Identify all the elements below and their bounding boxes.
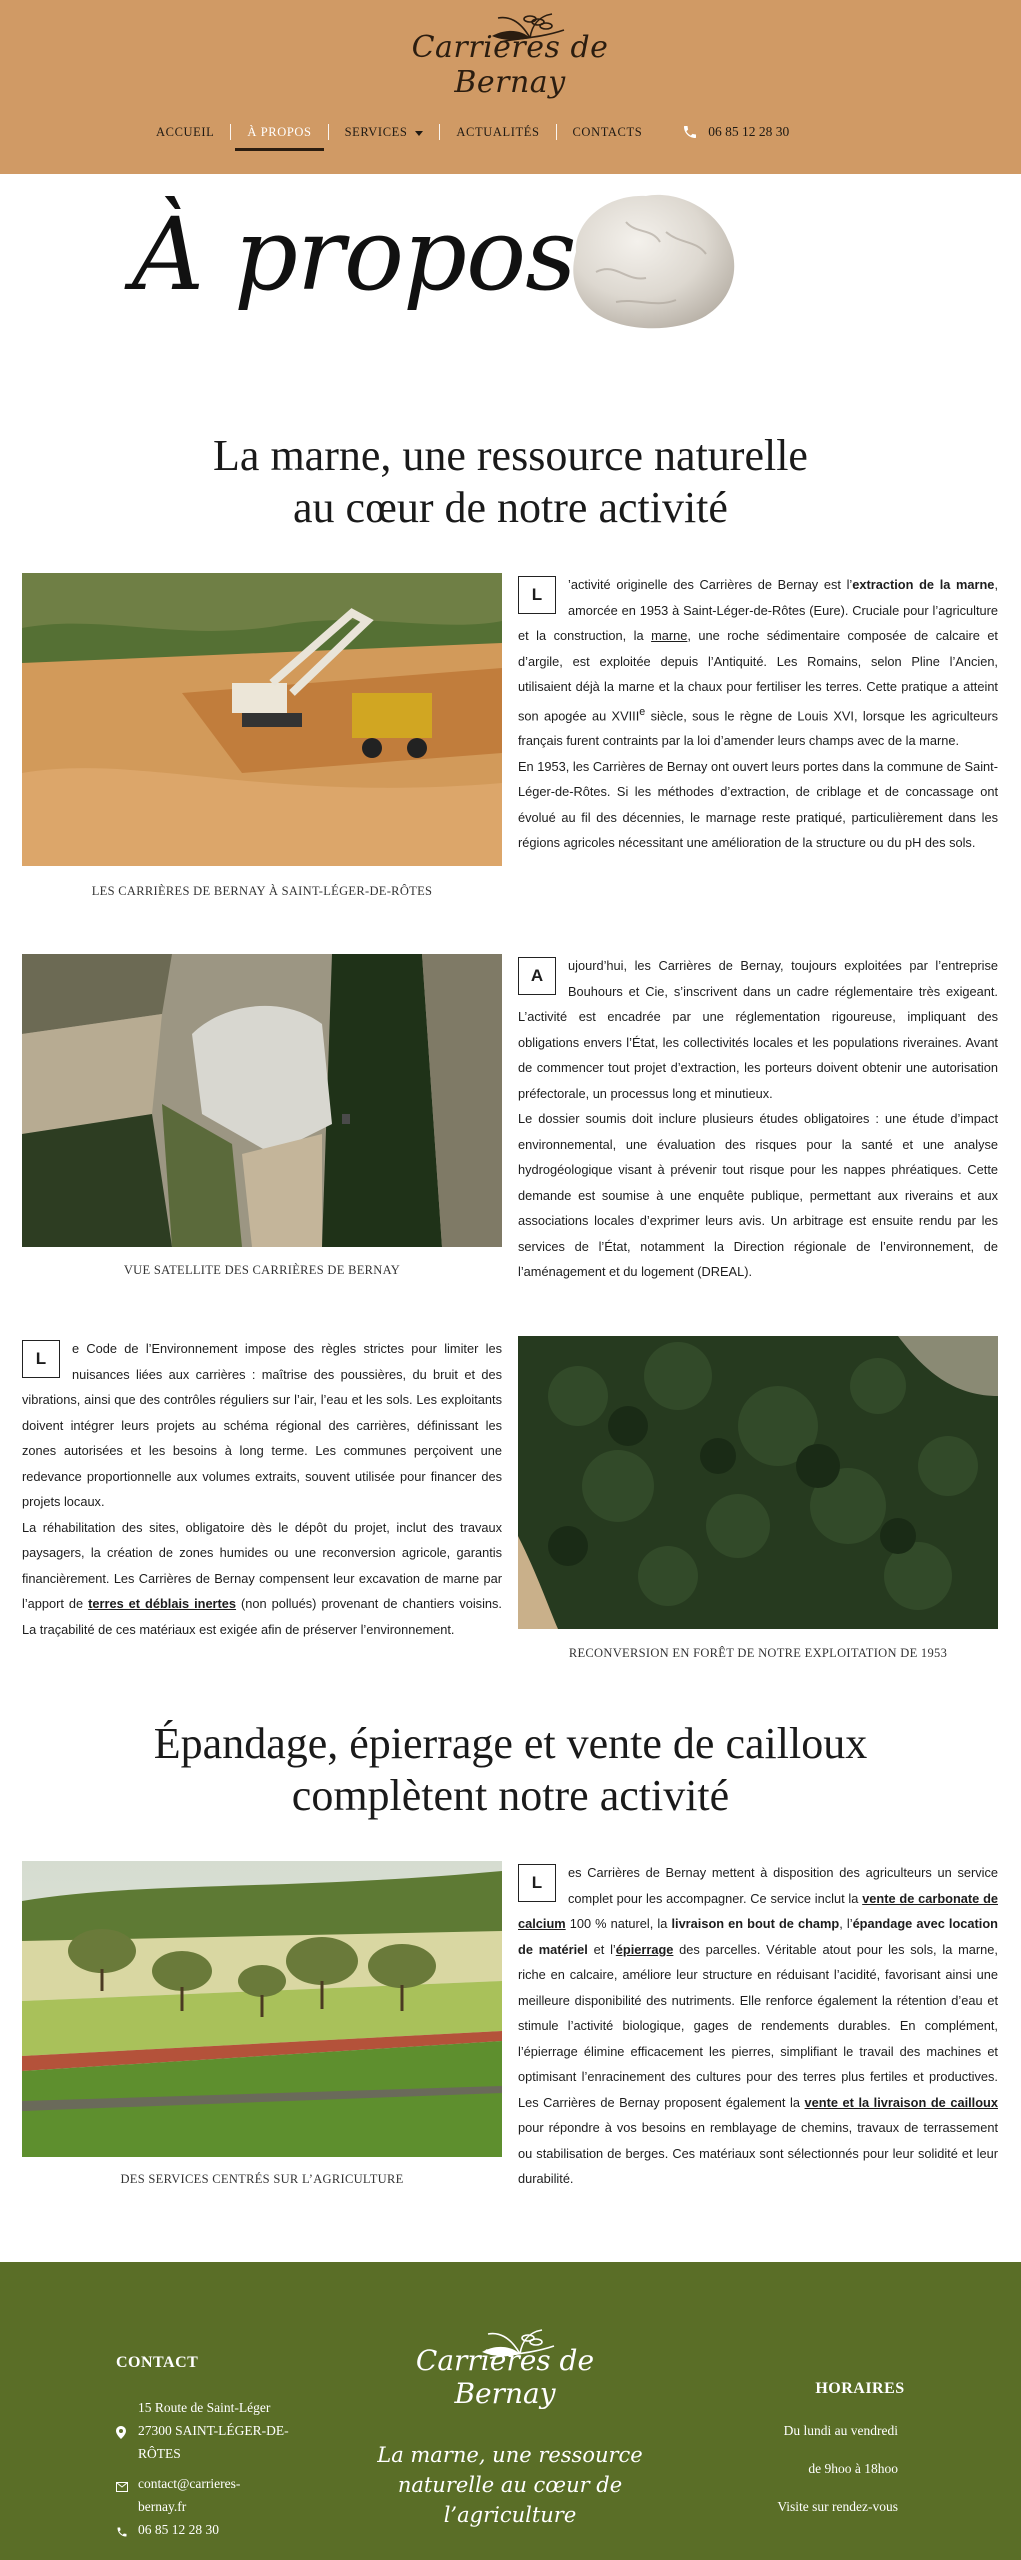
- text-span: La réhabilitation des sites, obligatoire dès le dépôt du projet, inclut des travaux paysagers, la création de zones humides ou une reconversion agricole, garantis financièrement. Les Carrières de Bernay compensent leur excavation de marne par l’apport de: [22, 1519, 502, 1611]
- footer-phone-number: 06 85 12 28 30: [138, 2522, 219, 2537]
- text-bold: livraison en bout de champ: [671, 1916, 840, 1931]
- text-span: 100 % naturel, la: [565, 1916, 672, 1931]
- paragraph: [518, 572, 998, 754]
- text-bold: épandage avec location de matériel: [518, 1916, 998, 1957]
- section-title-line: La marne, une ressource naturelle: [213, 431, 808, 480]
- text-span: (non pollués) provenant de chantiers voisins. La traçabilité de ces matériaux est exigée afin de préserver l’environnement.: [22, 1596, 502, 1637]
- header-phone-number: 06 85 12 28 30: [708, 124, 790, 139]
- limestone-rock-icon: [556, 182, 746, 338]
- nav-services-label: SERVICES: [344, 125, 408, 139]
- vente-cailloux-link[interactable]: vente et la livraison de cailloux: [804, 2094, 998, 2110]
- text-span: ujourd’hui, les Carrières de Bernay, toujours exploitées par l’entreprise Bouhours et Cie, s’inscrivent dans un cadre réglementaire très exigeant. L’activité est encadrée par une réglementation rigoureuse, impliquant des obligations envers l’État, les collectivités locales et les populations riveraines. Avant de commencer tout projet d’extraction, les porteurs doivent obtenir une autorisation préfectorale, un processus long et minutieux.: [518, 958, 998, 1101]
- text-span: des parcelles. Véritable atout pour les sols, la marne, riche en calcaire, améliore leur structure en réduisant l’acidité, favorisant ainsi une meilleure disponibilité des nutriments. Elle renforce également la rétention d’eau et stimule l’activité biologique, gages de rendements durables. En complément, l’épierrage élimine efficacement les pierres, simplifiant le travail des machines et optimisant l’enracinement des cultures pour des terres plus fertiles et productives. Les Carrières de Bernay proposent également la: [518, 1941, 998, 2110]
- tagline-line: naturelle au cœur de: [397, 2473, 623, 2497]
- section-title-marne: [0, 430, 1021, 534]
- nav-a-propos[interactable]: À PROPOS: [231, 117, 327, 147]
- tagline-line: La marne, une ressource: [377, 2443, 643, 2467]
- footer-address: [116, 2419, 289, 2465]
- satellite-photo: [22, 954, 502, 1247]
- phone-icon: [682, 124, 698, 140]
- logo-text: Carrières de Bernay: [411, 30, 609, 100]
- email-line: contact@carrieres-: [138, 2476, 241, 2491]
- paragraph: [518, 953, 998, 1106]
- text-block-environnement: [22, 1336, 502, 1642]
- text-span: siècle, sous le règne de Louis XVI, lorsque les agriculteurs français furent contraints par la loi d’amender leurs champs avec de la marne.: [518, 707, 998, 749]
- address-line: RÔTES: [138, 2446, 181, 2461]
- paragraph: En 1953, les Carrières de Bernay ont ouvert leurs portes dans la commune de Saint-Léger-de-Rôtes. Si les méthodes d’extraction, de criblage et de concassage ont évolué au fil des décennies, le marnage reste pratiqué, particulièrement dans les régions agricoles nécessitant une amélioration de la structure ou du pH des sols.: [518, 758, 998, 851]
- nav-services[interactable]: [329, 117, 440, 147]
- footer-hours-title: HORAIRES: [815, 2380, 905, 2397]
- footer-contact-title: CONTACT: [116, 2354, 199, 2371]
- nav-actualites[interactable]: ACTUALITÉS: [456, 125, 540, 139]
- text-span: et l’: [587, 1941, 616, 1957]
- text-sup: e: [639, 705, 646, 718]
- address-line: 15 Route de Saint-Léger: [138, 2400, 271, 2415]
- footer-email-link[interactable]: [116, 2472, 240, 2518]
- paragraph: Le dossier soumis doit inclure plusieurs études obligatoires : une étude d’impact environnemental, une évaluation des risques pour la santé et une analyse hydrogéologique visant à prévenir tout risque pour les nappes phréatiques. Cette demande est soumise à une enquête publique, permettant aux riverains et aux associations locales d’exprimer leurs avis. Un arbitrage est ensuite rendu par les services de l’État, notamment la Direction régionale de l’environnement, de l’aménagement et du logement (DREAL).: [518, 1111, 998, 1279]
- section-title-line: au cœur de notre activité: [293, 483, 728, 532]
- image-caption: LES CARRIÈRES DE BERNAY À SAINT-LÉGER-DE-RÔTES: [91, 884, 433, 898]
- email-line: bernay.fr: [138, 2499, 187, 2514]
- footer-phone-link[interactable]: [116, 2518, 219, 2545]
- site-header: [0, 0, 1021, 174]
- text-span: es Carrières de Bernay mettent à disposition des agriculteurs un service complet pour les accompagner. Ce service inclut la: [568, 1865, 998, 1906]
- main-nav: [140, 112, 789, 152]
- image-caption: VUE SATELLITE DES CARRIÈRES DE BERNAY: [123, 1263, 401, 1277]
- terres-deblais-link[interactable]: terres et déblais inertes: [88, 1596, 237, 1611]
- forest-aerial-photo: [518, 1336, 998, 1629]
- text-bold: extraction de la marne: [852, 577, 995, 592]
- footer-logo-text: Carrières de Bernay: [415, 2344, 595, 2410]
- text-block-marne: [518, 572, 998, 856]
- address-line: 27300 SAINT-LÉGER-DE-: [138, 2423, 289, 2438]
- text-block-reglementation: [518, 953, 998, 1285]
- marne-link[interactable]: marne: [651, 628, 688, 643]
- nav-contacts[interactable]: CONTACTS: [572, 125, 643, 139]
- carbonate-calcium-link[interactable]: vente de carbonate de calcium: [518, 1890, 999, 1931]
- text-block-services: [518, 1860, 998, 2192]
- spacer: [116, 2396, 138, 2419]
- envelope-icon: [116, 2472, 138, 2518]
- tagline-line: l’agriculture: [443, 2503, 577, 2527]
- hours-line: de 9hoo à 18hoo: [808, 2461, 898, 2476]
- map-pin-icon: [116, 2419, 138, 2465]
- nav-accueil[interactable]: ACCUEIL: [156, 125, 215, 139]
- section-title-line: complètent notre activité: [291, 1771, 730, 1820]
- text-span: , l’: [839, 1916, 853, 1931]
- text-span: , amorcée en 1953 à Saint-Léger-de-Rôtes (Eure). Cruciale pour l’agriculture et la construction, la: [518, 577, 998, 643]
- site-footer: [0, 2262, 1021, 2560]
- paragraph: [22, 1515, 502, 1643]
- hours-line: Du lundi au vendredi: [783, 2423, 898, 2438]
- site-logo[interactable]: [380, 8, 640, 100]
- agriculture-photo: [22, 1861, 502, 2157]
- paragraph: [22, 1336, 502, 1515]
- dropcap: A: [518, 957, 556, 995]
- image-caption: DES SERVICES CENTRÉS SUR L’AGRICULTURE: [120, 2172, 404, 2186]
- dropcap: L: [518, 576, 556, 614]
- dropcap: L: [518, 1864, 556, 1902]
- quarry-photo: [22, 573, 502, 866]
- epierrage-link[interactable]: épierrage: [615, 1941, 674, 1957]
- image-caption: RECONVERSION EN FORÊT DE NOTRE EXPLOITATION DE 1953: [568, 1646, 948, 1660]
- section-title-line: Épandage, épierrage et vente de cailloux: [153, 1719, 868, 1768]
- chevron-down-icon: [415, 131, 423, 136]
- text-span: , une roche sédimentaire composée de calcaire et d’argile, est exploitée depuis l’Antiquité. Les Romains, selon Pline l’Ancien, utilisaient déjà la marne et la chaux pour fertiliser les terres. Cette pratique a atteint son apogée au XVIII: [518, 628, 998, 723]
- text-span: e Code de l’Environnement impose des règles strictes pour limiter les nuisances liées aux carrières : maîtrise des poussières, du bruit et des vibrations, ainsi que des contrôles réguliers sur l’air, l’eau et les sols. Les exploitants doivent intégrer leurs projets au schéma régional des carrières, définissant les zones autorisées et les besoins à long terme. Les communes perçoivent une redevance proportionnelle aux volumes extraits, souvent utilisée pour financer des projets locaux.: [22, 1341, 502, 1509]
- phone-icon: [116, 2518, 138, 2545]
- footer-tagline: [360, 2440, 660, 2530]
- footer-logo[interactable]: [370, 2324, 640, 2410]
- dropcap: L: [22, 1340, 60, 1378]
- header-phone-link[interactable]: [682, 124, 789, 140]
- text-span: ’activité originelle des Carrières de Bernay est l’: [568, 577, 853, 592]
- page-title: À propos: [132, 196, 576, 313]
- footer-address: [116, 2396, 270, 2419]
- text-span: pour répondre à vos besoins en remblayage de chemins, travaux de terrassement ou stabilisation de berges. Ces matériaux sont sélectionnés pour leur solidité et leur durabilité.: [518, 2120, 998, 2186]
- hours-line: Visite sur rendez-vous: [777, 2499, 898, 2514]
- paragraph: [518, 1860, 998, 2192]
- section-title-services: [0, 1718, 1021, 1822]
